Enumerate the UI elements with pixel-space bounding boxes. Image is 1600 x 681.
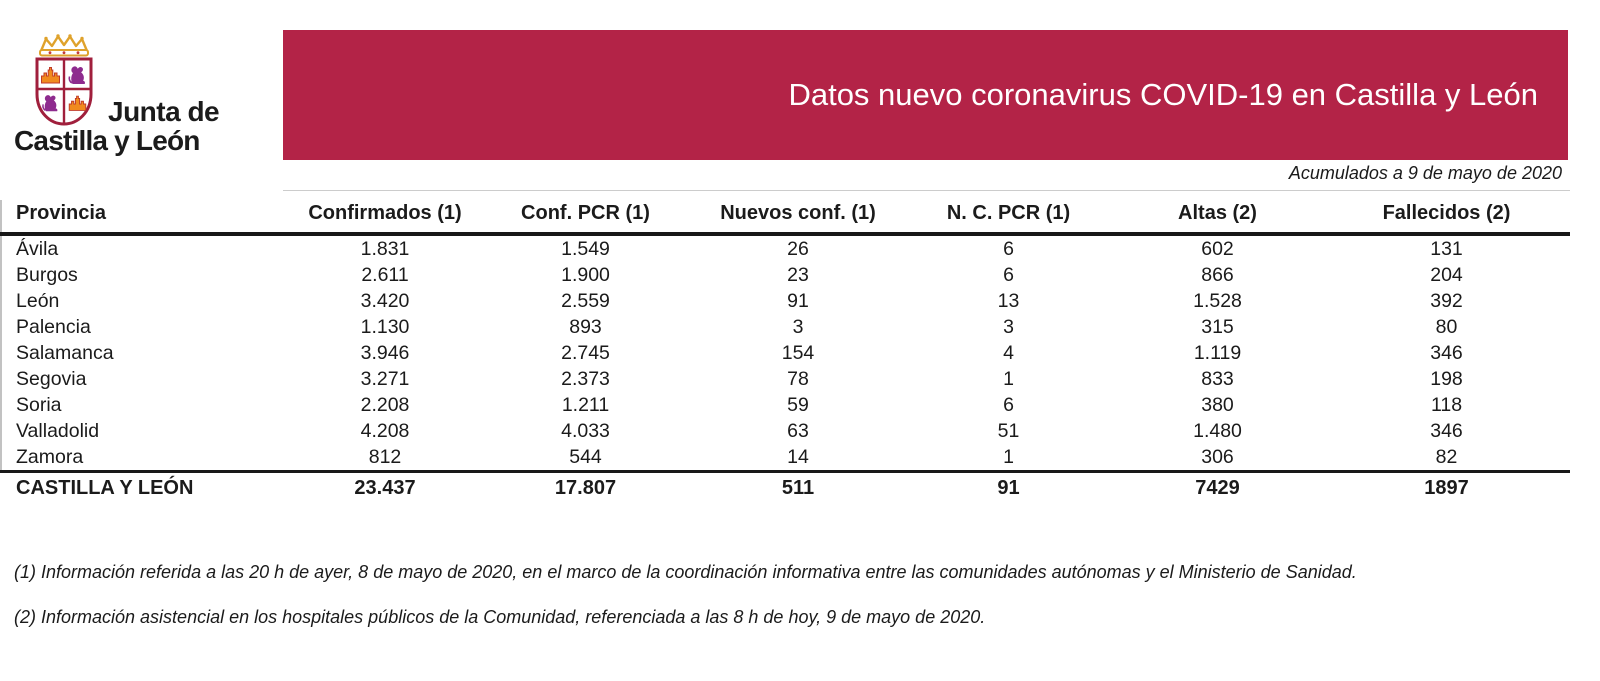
column-header-altas: Altas (2) (1112, 198, 1323, 234)
table-cell: 315 (1201, 315, 1234, 338)
table-cell: 2.559 (561, 289, 610, 312)
row-label: Ávila (16, 237, 59, 260)
table-cell: 3.271 (360, 367, 410, 390)
table-cell: 2.611 (361, 263, 409, 286)
table-cell: 4.033 (561, 419, 610, 442)
covid-data-table (0, 198, 1570, 503)
table-row-burgos (0, 262, 1570, 288)
table-cell: 13 (997, 289, 1020, 312)
table-cell: 1.831 (360, 237, 410, 260)
total-cell: 1897 (1323, 472, 1570, 504)
table-cell: 204 (1430, 263, 1463, 286)
row-label: Salamanca (16, 341, 114, 364)
table-cell: 14 (787, 445, 809, 468)
crown-icon (40, 34, 88, 55)
table-cell: 812 (368, 445, 402, 468)
total-cell: 511 (691, 472, 905, 504)
table-row-zamora (0, 444, 1570, 472)
row-label: Palencia (16, 315, 91, 338)
table-row-soria (0, 392, 1570, 418)
column-header-nuevos-conf: Nuevos conf. (1) (691, 198, 905, 234)
coat-of-arms-icon (26, 34, 102, 126)
column-header-nc-pcr: N. C. PCR (1) (905, 198, 1112, 234)
table-cell: 1.528 (1193, 289, 1242, 312)
table-cell: 154 (781, 341, 815, 364)
table-row-segovia (0, 366, 1570, 392)
table-cell: 1 (1003, 445, 1014, 468)
row-label: Valladolid (16, 419, 100, 442)
table-cell: 1.900 (561, 263, 610, 286)
accumulated-date-subtitle: Acumulados a 9 de mayo de 2020 (1288, 163, 1562, 183)
table-row-avila (0, 234, 1570, 262)
table-cell: 23 (787, 263, 809, 286)
table-cell: 51 (997, 419, 1020, 442)
column-header-confirmados: Confirmados (1) (290, 198, 480, 234)
table-cell: 380 (1201, 393, 1234, 416)
table-cell: 1.480 (1193, 419, 1242, 442)
row-label: Burgos (16, 263, 78, 286)
logo-text-line1: Junta de (108, 96, 220, 127)
divider-line (283, 190, 1570, 191)
footnote-2: (2) Información asistencial en los hospitales públicos de la Comunidad, referenciada a las 8 h de hoy, 9 de mayo de 2020. (14, 607, 986, 627)
table-row-palencia (0, 314, 1570, 340)
table-row-leon (0, 288, 1570, 314)
table-cell: 1.130 (360, 315, 410, 338)
table-cell: 6 (1003, 263, 1014, 286)
table-cell: 6 (1003, 393, 1014, 416)
table-row-valladolid (0, 418, 1570, 444)
table-cell: 346 (1430, 341, 1463, 364)
table-row-salamanca (0, 340, 1570, 366)
table-cell: 4 (1003, 341, 1014, 364)
table-cell: 2.373 (561, 367, 610, 390)
table-cell: 306 (1201, 445, 1234, 468)
table-cell: 1.119 (1193, 341, 1242, 364)
table-cell: 3.946 (360, 341, 410, 364)
row-label: Segovia (16, 367, 87, 390)
table-cell: 4.208 (360, 419, 410, 442)
table-cell: 2.745 (561, 341, 610, 364)
table-cell: 2.208 (360, 393, 410, 416)
column-header-conf-pcr: Conf. PCR (1) (480, 198, 691, 234)
table-cell: 1.549 (561, 237, 610, 260)
table-cell: 346 (1430, 419, 1463, 442)
total-cell: 23.437 (290, 472, 480, 504)
table-cell: 198 (1430, 367, 1463, 390)
table-cell: 893 (569, 315, 602, 338)
table-cell: 3 (1003, 315, 1014, 338)
table-cell: 63 (787, 419, 809, 442)
table-cell: 82 (1435, 445, 1458, 468)
table-cell: 78 (787, 367, 809, 390)
title-banner (283, 30, 1568, 160)
table-cell: 392 (1430, 289, 1463, 312)
table-cell: 131 (1430, 237, 1463, 260)
total-cell: 7429 (1112, 472, 1323, 504)
table-cell: 118 (1430, 393, 1463, 416)
table-cell: 1.211 (561, 393, 610, 416)
table-cell: 80 (1435, 315, 1458, 338)
logo-text-line2: Castilla y León (14, 125, 200, 156)
page-title: Datos nuevo coronavirus COVID-19 en Castilla y León (788, 77, 1538, 112)
column-header-provincia: Provincia (0, 198, 290, 234)
row-label: Zamora (16, 445, 84, 468)
column-header-fallecidos: Fallecidos (2) (1323, 198, 1570, 234)
table-cell: 26 (787, 237, 809, 260)
table-header-row (0, 198, 1570, 234)
table-cell: 1 (1003, 367, 1014, 390)
table-cell: 3.420 (360, 289, 410, 312)
table-cell: 3 (792, 315, 804, 338)
footnote-1: (1) Información referida a las 20 h de ayer, 8 de mayo de 2020, en el marco de la coordinación informativa entre las comunidades autónomas y el Ministerio de Sanidad. (14, 562, 1357, 582)
total-cell: 17.807 (480, 472, 691, 504)
table-total-row (0, 472, 1570, 504)
total-cell: 91 (905, 472, 1112, 504)
table-cell: 866 (1201, 263, 1234, 286)
table-cell: 602 (1201, 237, 1234, 260)
table-cell: 833 (1201, 367, 1234, 390)
table-cell: 6 (1003, 237, 1014, 260)
row-label: Soria (16, 393, 62, 416)
table-cell: 544 (569, 445, 602, 468)
row-label: León (16, 289, 60, 312)
total-row-label: CASTILLA Y LEÓN (0, 472, 290, 504)
table-cell: 59 (787, 393, 809, 416)
table-cell: 91 (787, 289, 809, 312)
junta-castilla-leon-logo (12, 30, 227, 160)
shield-icon (37, 59, 91, 124)
